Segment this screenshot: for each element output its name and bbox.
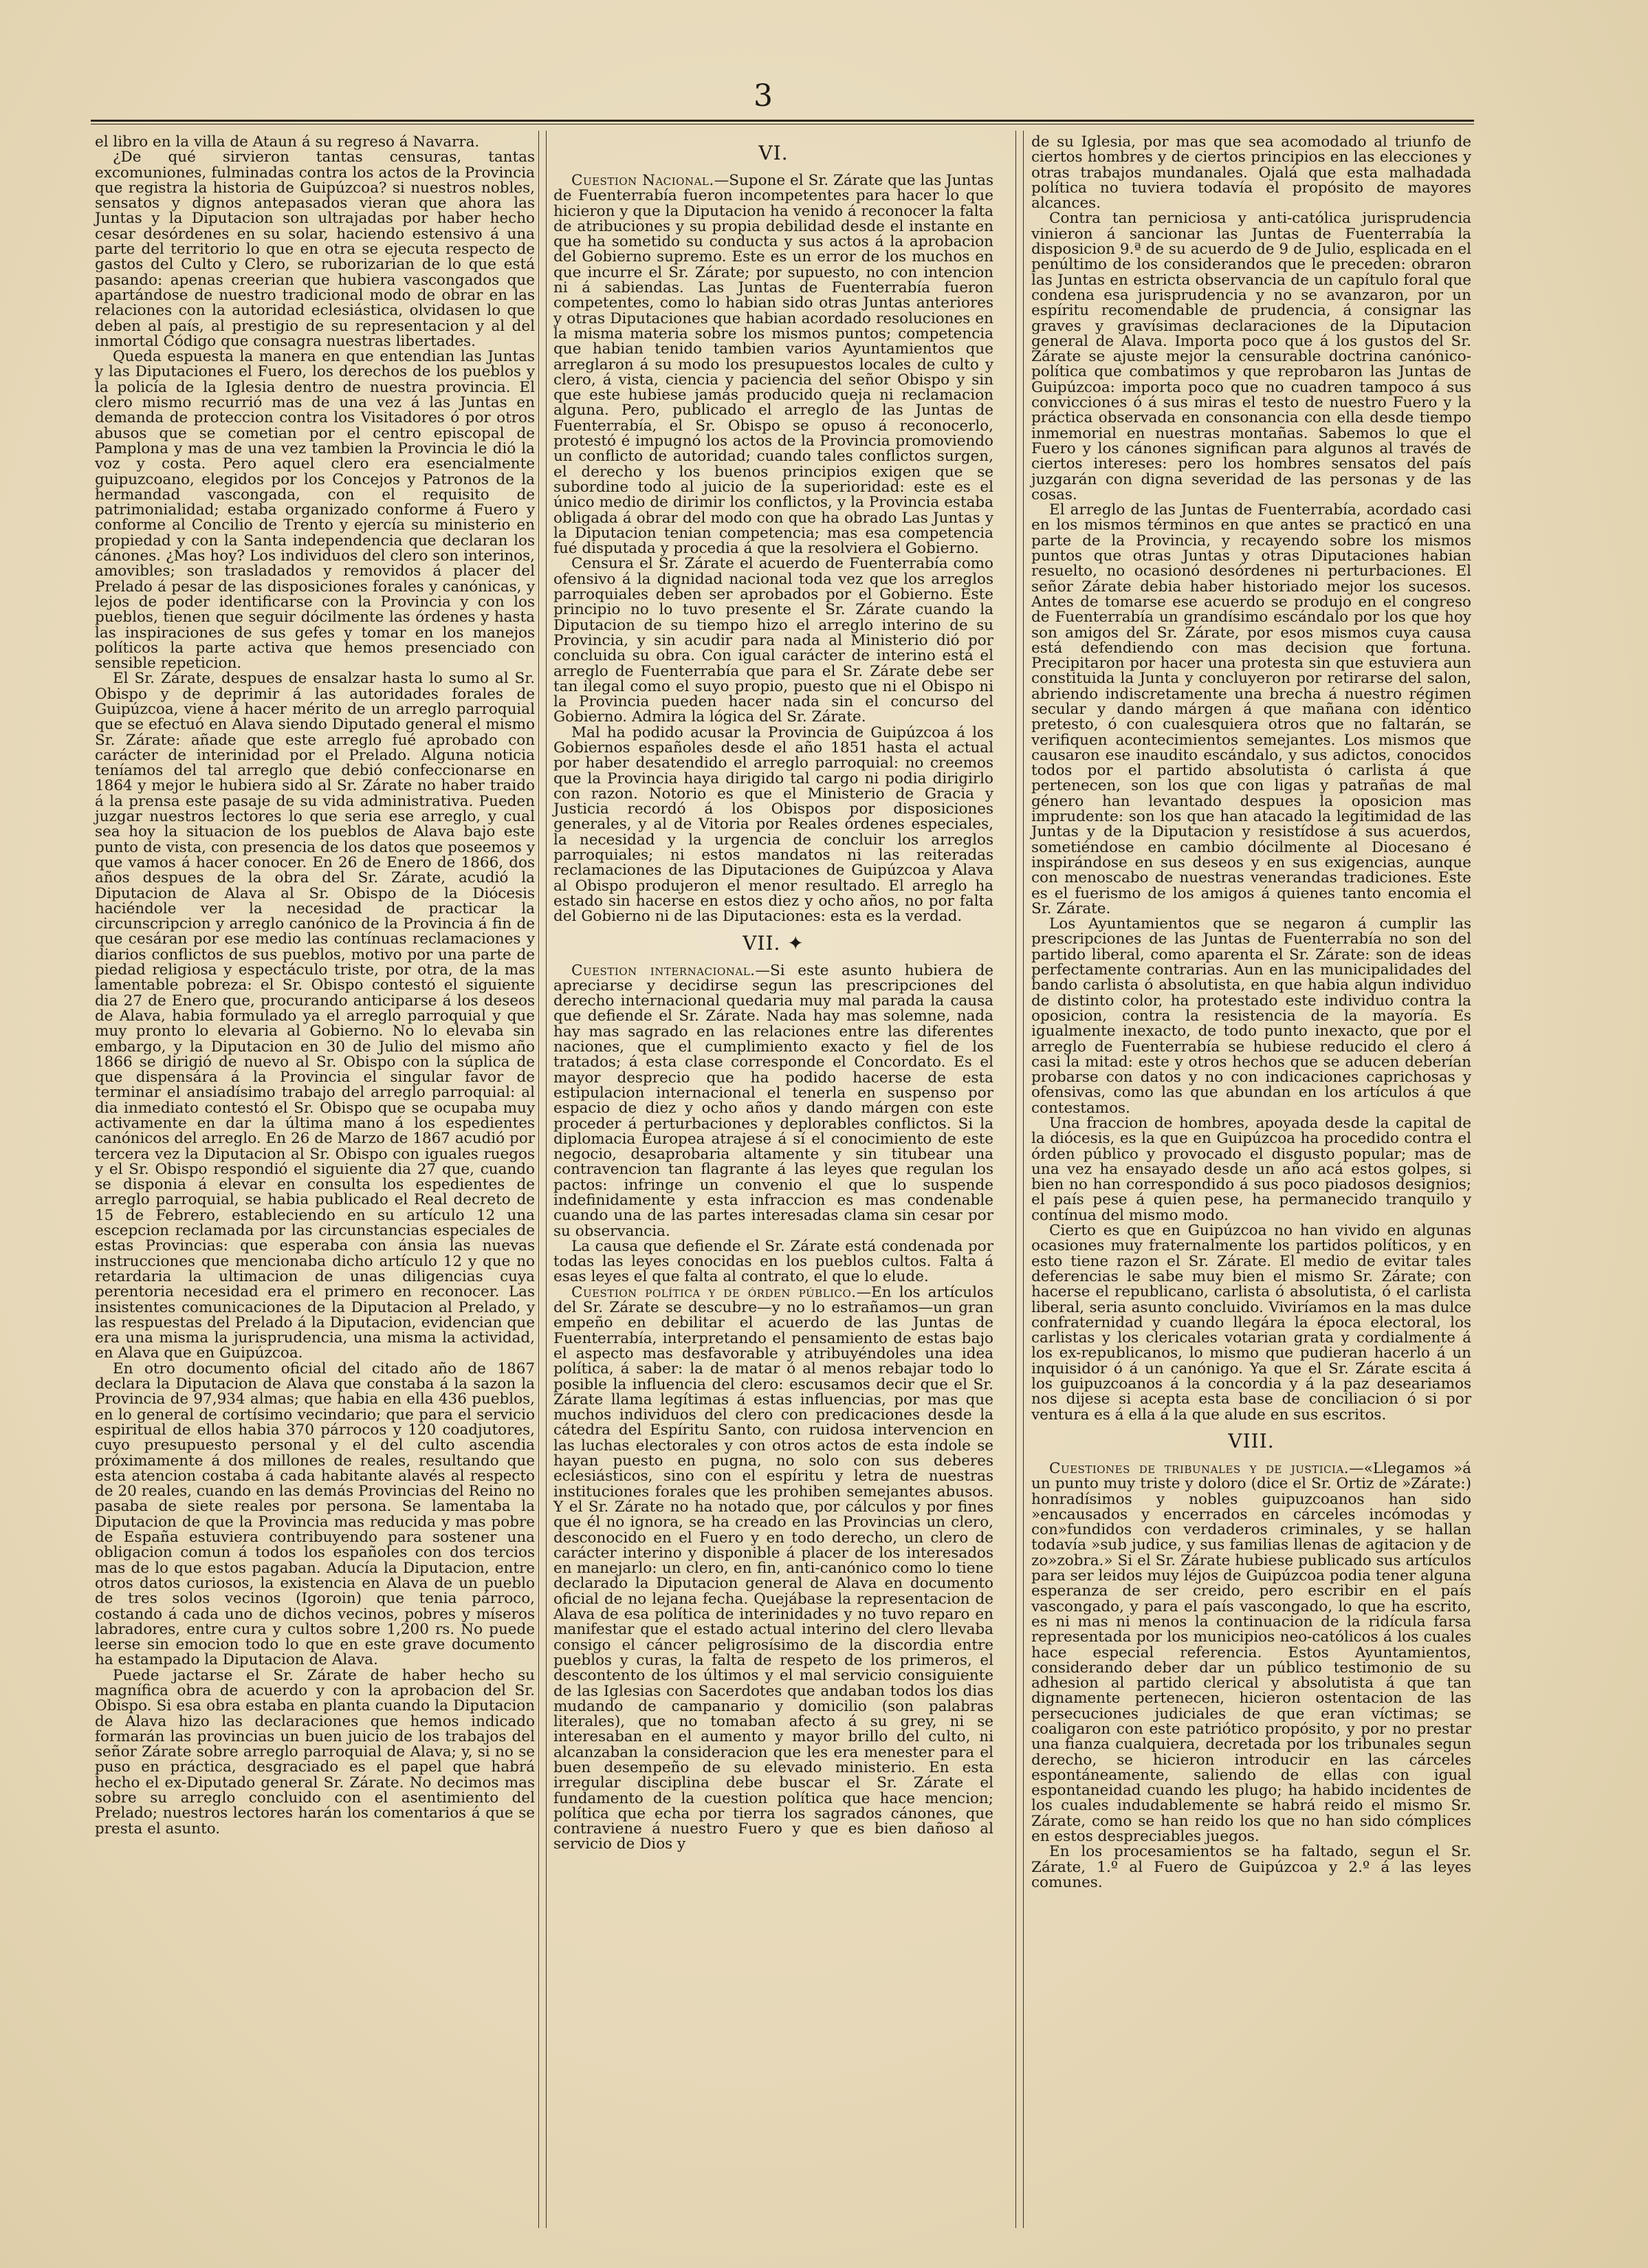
paragraph-text: Queda espuesta la manera en que entendian las Juntas y las Diputaciones el Fuero, los derechos de los pueblos y la policía de la Iglesia dentro de nuestra provincia. El clero mismo recurrió mas de una vez á las Juntas en demanda de proteccion contra los Visitadores ó por otros abusos que se cometian por el centro episcopal de Pamplona y mas de una vez tambien la Provincia le dió la voz y costa. Pero aquel clero era esencialmente guipuzcoano, elegidos por los Concejos y Patronos de la hermandad vascongada, con el requisito de patrimonialidad; estaba organizado conforme á Fuero y conforme al Concilio de Trento y ejercía su ministerio en propiedad y con la Santa independencia que declaran los cánones. ¿Mas hoy? Los individuos del clero son interinos, amovibles; son trasladados y removidos á placer del Prelado á pesar de las disposiciones forales y canónicas, y lejos de poder identificarse con la Provincia y con los pueblos, tienen que seguir dócilmente las órdenes y hasta las inspiraciones de sus gefes y tomar en los manejos políticos la parte activa que hemos presenciado con sensible repeticion. — [95, 348, 535, 673]
column-3 — [1031, 135, 1471, 1890]
paragraph — [553, 963, 993, 1239]
column-separator — [1015, 131, 1024, 2228]
paragraph-text: ¿De qué sirvieron tantas censuras, tantas excomuniones, fulminadas contra los actos de la Provincia que registra la historia de Guipúzcoa? si nuestros nobles, sensatos y dignos antepasados vieran que ahora las Juntas y la Diputacion son ultrajadas por haber hecho cesar desórdenes en su solar, haciendo estensivo á una parte del territorio lo que en otra se ejecuta respecto de gastos del Culto y Clero, se ruborizarian de lo que está pasando: apenas creerian que hubiera vascongados que apartándose de nuestro tradicional modo de obrar en las relaciones con la autoridad eclesiástica, olvidasen lo que deben al país, al prestigio de su representacion y al del inmortal Código que consagra nuestras libertades. — [95, 149, 535, 350]
section-heading: VI. — [758, 142, 789, 164]
paragraph-text: Los Ayuntamientos que se negaron á cumplir las prescripciones de las Juntas de Fuenterrabía no son del partido liberal, como aparenta el Sr. Zárate: son de ideas perfectamente contrarias. Aun en las municipalidades del bando carlista ó absolutista, en que habia algun individuo de distinto color, ha protestado este individuo contra la oposicion, contra la resistencia de la mayoría. Es igualmente inexacto, de todo punto inexacto, que por el arreglo de Fuenterrabía se hubiese reducido el clero á casi la mitad: este y otros hechos que se aducen deberían probarse con datos y no con indicaciones caprichosas y ofensivas, como las que abundan en los artículos á que contestamos. — [1031, 915, 1471, 1117]
paragraph — [95, 135, 535, 150]
paragraph — [1031, 211, 1471, 503]
paragraph-text: el libro en la villa de Ataun á su regreso á Navarra. — [95, 133, 480, 151]
paragraph — [553, 723, 993, 926]
paragraph — [553, 1285, 993, 1853]
paragraph — [1031, 1116, 1471, 1223]
paragraph-lead: Cuestion internacional. — [571, 961, 756, 979]
paragraph-text: —Si este asunto hubiera de apreciarse y decidirse segun las prescripciones del derecho internacional quedaria muy mal parada la causa que defiende el Sr. Zárate. Nada hay mas solemne, nada hay mas sagrado en las relaciones entre las diferentes naciones, que el cumplimiento exacto y fiel de los tratados; á esta clase corresponde el Concordato. Es el mayor desprecio que ha podido hacerse de esta estipulacion internacional el tenerla en suspenso por espacio de diez y ocho años y dando márgen con este proceder á perturbaciones y deplorables conflictos. Si la diplomacia Europea atrajese á sí el conocimiento de este negocio, desaprobaria altamente y sin titubear una contravencion tan flagrante á las leyes que regulan los pactos: infringe un convenio el que lo suspende indefinidamente y esta infraccion es mas condenable cuando una de las partes interesadas clama sin cesar por su observancia. — [553, 961, 993, 1240]
paragraph — [1031, 503, 1471, 917]
paragraph-text: Mal ha podido acusar la Provincia de Guipúzcoa á los Gobiernos españoles desde el año 1851 hasta el actual por haber desatendido el arreglo parroquial: no creemos que la Provincia haya dirigido tal cargo ni podia dirigirlo con razon. Notorio es que el Ministerio de Gracia y Justicia recordó á los Obispos por disposiciones generales, y al de Vitoria por Reales órdenes especiales, la necesidad y la urgencia de concluir los arreglos parroquiales; ni estos mandatos ni las reiteradas reclamaciones de las Diputaciones de Guipúzcoa y Alava al Obispo produjeron el menor resultado. El arreglo ha estado sin hacerse en estos diez y ocho años, no por falta del Gobierno ni de las Diputaciones: esta es la verdad. — [553, 723, 993, 926]
paragraph-lead: Cuestion Nacional. — [571, 172, 714, 189]
paragraph-text: —«Llegamos »á un punto muy triste y doloro (dice el Sr. Ortiz de »Zárate:) honradísimos y nobles guipuzcoanos han sido »encausados y encerrados en cárceles incómodas y con»fundidos con verdaderos criminales, y se hallan todavía »sub judice, y sus familias llenas de agitacion y de zo»zobra.» Si el Sr. Zárate hubiese publicado sus artículos para ser leidos muy léjos de Guipúzcoa podia tener alguna esperanza de ser creido, pero escribir en el país vascongado, y para el país vascongado, lo que ha escrito, es ni mas ni menos la continuacion de la ridícula farsa representada por los municipios neo-católicos á los cuales hace especial referencia. Estos Ayuntamientos, considerando deber dar un público testimonio de su adhesion al partido clerical y absolutista á que tan dignamente pertenecen, hicieron ostentacion de las persecuciones judiciales de que eran víctimas; se coaligaron con este patriótico propósito, y por no prestar una fianza cualquiera, decretada por los tribunales segun derecho, se hicieron introducir en las cárceles espontáneamente, saliendo de ellas con igual espontaneidad cuando les plugo; ha habido incidentes de los cuales indudablemente se habrá reido el mismo Sr. Zárate, como se han reido los que no han sido cómplices en estos despreciables juegos. — [1031, 1459, 1471, 1846]
paragraph-lead: Cuestion política y de órden público. — [571, 1283, 857, 1301]
top-rule — [91, 120, 1474, 124]
paragraph — [95, 349, 535, 671]
paragraph-text: Censura el Sr. Zárate el acuerdo de Fuenterrabía como ofensivo á la dignidad nacional toda vez que los arreglos parroquiales deben ser aprobados por el Gobierno. Este principio no lo tuvo presente el Sr. Zárate cuando la Diputacion de su tiempo hizo el arreglo interino de su Provincia, y sin acudir para nada al Ministerio dió por concluida su obra. Con igual carácter de interino está el arreglo de Fuenterrabía que para el Sr. Zárate debe ser tan ilegal como el suyo propio, puesto que ni el Obispo ni la Provincia pueden hacer nada sin el concurso del Gobierno. Admira la lógica del Sr. Zárate. — [553, 555, 993, 726]
paragraph-text: —En los artículos del Sr. Zárate se descubre—y no lo estrañamos—un gran empeño en debilitar el acuerdo de las Juntas de Fuenterrabía, interpretando el pensamiento de estas bajo el aspecto mas desfavorable y atribuyéndoles una idea política, á saber: la de matar ó al menos rebajar todo lo posible la influencia del clero: escusamos decir que el Sr. Zárate llama legítimas á estas influencias, por mas que muchos individuos del clero con predicaciones desde la cátedra del Espíritu Santo, con ruidosa intervencion en las luchas electorales y con otros actos de esta índole se hayan puesto en pugna, no solo con sus deberes eclesiásticos, sino con el espíritu y letra de nuestras instituciones forales que les prohiben semejantes abusos. Y el Sr. Zárate no ha notado que, por cálculos y por fines que él no ignora, se ha creado en las Provincias un clero, desconocido en el Fuero y en todo derecho, un clero de carácter interino y disponible á placer de los interesados en manejarlo: un clero, en fin, anti-canónico como lo tiene declarado la Diputacion general de Alava en documento oficial de no lejana fecha. Quejábase la representacion de Alava de esa política de interinidades y no tuvo reparo en manifestar que el estado actual interino del clero llevaba consigo el cáncer peligrosísimo de la discordia entre pueblos y curas, la falta de respeto de los primeros, el descontento de los últimos y el mal servicio consiguiente de las Iglesias con Sacerdotes que andaban todos los dias mudando de campanario y domicilio (son palabras literales), que no tomaban afecto á su grey, ni se interesaban en el aumento y mayor brillo del culto, ni alcanzaban la consideracion que les era menester para el buen desempeño de su elevado ministerio. En esta irregular disciplina debe buscar el Sr. Zárate el fundamento de la cuestion política que hace mencion; política que echa por tierra los sagrados cánones, que contraviene á nuestro Fuero y que es bien dañoso al servicio de Dios y — [553, 1283, 994, 1853]
paragraph-text: La causa que defiende el Sr. Zárate está condenada por todas las leyes conocidas en los pueblos cultos. Falta á esas leyes el que falta al contrato, el que lo elude. — [553, 1237, 993, 1286]
column-1 — [95, 135, 535, 1837]
paragraph-text: —Supone el Sr. Zárate que las Juntas de Fuenterrabía fueron incompetentes para hacer lo que hicieron y que la Diputacion ha venido á reconocer la falta de atribuciones y su propia debilidad desde el instante en que ha sometido su conducta y sus actos á la aprobacion del Gobierno supremo. Este es un error de los muchos en que incurre el Sr. Zárate; por supuesto, no con intencion ni á sabiendas. Las Juntas de Fuenterrabía fueron competentes, como lo habian sido otras Juntas anteriores y otras Diputaciones que habian acordado resoluciones en la misma materia sobre los mismos puntos; competencia que habian tenido tambien varios Ayuntamientos que arreglaron á su modo los presupuestos locales de culto y clero, á vista, ciencia y paciencia del señor Obispo y sin que este hubiese jamás producido queja ni reclamacion alguna. Pero, publicado el arreglo de las Juntas de Fuenterrabía, el Sr. Obispo se opuso á reconocerlo, protestó é impugnó los actos de la Provincia promoviendo un conflicto de autoridad; cuando tales conflictos surgen, el derecho y los buenos principios exigen que se subordine todo al juicio de la superioridad: este es el único medio de dirimir los conflictos, y la Provincia estaba obligada á obrar del modo con que ha obrado Las Juntas y la Diputacion tenian competencia; mas esa competencia fué disputada y procedia á que la resolviera el Gobierno. — [553, 172, 993, 558]
paragraph — [553, 1239, 993, 1285]
paragraph — [1031, 1461, 1471, 1844]
paragraph — [1031, 135, 1471, 211]
paragraph — [1031, 1844, 1471, 1890]
paragraph-text: Cierto es que en Guipúzcoa no han vivido en algunas ocasiones muy fraternalmente los partidos políticos, y en esto tiene razon el Sr. Zárate. El medio de evitar tales deferencias le sabe muy bien el mismo Sr. Zárate; con hacerse el republicano, carlista ó absolutista, ó el carlista liberal, seria asunto concluido. Viviríamos en la mas dulce confraternidad y cuando llegára la época electoral, los carlistas y los clericales votarian grata y cordialmente á los ex-republicanos, lo mismo que pudieran hacerlo á un inquisidor ó á un canónigo. Ya que el Sr. Zárate escita á los guipuzcoanos á la concordia y á la paz deseariamos nos dijese si acepta esta base de conciliacion ó si por ventura es á ella á la que alude en sus escritos. — [1031, 1222, 1471, 1424]
paragraph-text: Contra tan perniciosa y anti-católica jurisprudencia vinieron á sancionar las Juntas de Fuenterrabía la disposicion 9.ª de su acuerdo de 9 de Julio, esplicada en el penúltimo de los considerandos que le preceden: obraron las Juntas en estricta observancia de un capítulo foral que condena esa jurisprudencia y no se avanzaron, por un espíritu recomendable de prudencia, á consignar las graves y gravísimas declaraciones de la Diputacion general de Alava. Importa poco que á los gustos del Sr. Zárate se ajuste mejor la censurable doctrina canónico-política que combatimos y que reprobaron las Juntas de Guipúzcoa: importa poco que no cuadren tampoco á sus convicciones ó á sus miras el testo de nuestro Fuero y la práctica observada en consonancia con ella desde tiempo inmemorial en nuestras montañas. Sabemos lo que el Fuero y los cánones significan para algunos al través de ciertos intereses: pero los hombres sensatos del país juzgarán con digna severidad de las personas y de las cosas. — [1031, 210, 1471, 503]
column-2 — [553, 135, 993, 1853]
paragraph — [1031, 1223, 1471, 1423]
column-separator — [538, 131, 547, 2228]
paragraph-text: El arreglo de las Juntas de Fuenterrabía, acordado casi en los mismos términos en que antes se practicó en una parte de la Provincia, y recayendo sobre los mismos puntos que otras Juntas y otras Diputaciones habian resuelto, no ocasionó desórdenes ni perturbaciones. El señor Zárate debia haber historiado mejor los sucesos. Antes de tomarse ese acuerdo se produjo en el congreso de Fuenterrabía un grandísimo escándalo por los que hoy son amigos del Sr. Zárate, por esos mismos cuya causa está defendiendo con mas decision que fortuna. Precipitaron por hacer una protesta sin que estuviera aun constituida la Junta y concluyeron por retirarse del salon, abriendo indiscretamente una brecha á nuestro régimen secular y dando márgen á que mañana con idéntico pretesto, ó con cualesquiera otros que no faltarán, se verifiquen acontecimientos semejantes. Los mismos que causaron ese inaudito escándalo, y sus adictos, conocidos todos por el partido absolutista ó carlista á que pertenecen, son los que con ligas y patrañas de mal género han levantado despues la oposicion mas imprudente: son los que han atacado la legitimidad de las Juntas y de la Diputacion y resistídose á sus acuerdos, sometiéndose en cambio dócilmente al Diocesano é inspirándose en sus deseos y en sus exigencias, aunque con menoscabo de nuestras venerandas tradiciones. Este es el fuerismo de los amigos á quienes tanto encomia el Sr. Zárate. — [1031, 501, 1471, 917]
paragraph — [1031, 917, 1471, 1116]
paragraph — [95, 1668, 535, 1837]
page-number: 3 — [754, 78, 773, 113]
paragraph-text: Puede jactarse el Sr. Zárate de haber hecho su magnífica obra de acuerdo y con la aprobacion del Sr. Obispo. Si esa obra estaba en planta cuando la Diputacion de Alava hizo las declaraciones que hemos indicado formarán las provincias un buen juicio de los trabajos del señor Zárate sobre arreglo parroquial de Alava; y, si no se puso en práctica, desgraciado es el papel que habrá hecho el ex-Diputado general Sr. Zárate. No decimos mas sobre su arreglo concluido con el asentimiento del Prelado; nuestros lectores harán los comentarios á que se presta el asunto. — [95, 1666, 535, 1838]
paragraph — [95, 671, 535, 1361]
paragraph — [553, 556, 993, 725]
paragraph-text: El Sr. Zárate, despues de ensalzar hasta lo sumo al Sr. Obispo y de deprimir á las autoridades forales de Guipúzcoa, viene á hacer mérito de un arreglo parroquial que se efectuó en Alava siendo Diputado general el mismo Sr. Zárate: añade que este arreglo fué aprobado con carácter de interinidad por el Prelado. Alguna noticia teníamos del tal arreglo que debió confeccionarse en 1864 y mejor le hubiera sido al Sr. Zárate no haber traido á la prensa este pasaje de su vida administrativa. Pueden juzgar nuestros lectores lo que seria ese arreglo, y cual sea hoy la situacion de los pueblos de Alava bajo este punto de vista, con presencia de los datos que poseemos y que vamos á hacer conocer. En 26 de Enero de 1866, dos años despues de la obra del Sr. Zárate, acudió la Diputacion de Alava al Sr. Obispo de la Diócesis haciéndole ver la necesidad de practicar la circunscripcion y arreglo canónico de la Provincia á fin de que cesáran por ese medio las contínuas reclamaciones y diarios conflictos de sus pueblos, motivo por una parte de piedad religiosa y espectáculo triste, por otra, de la mas lamentable pobreza: el Sr. Obispo contestó el siguiente dia 27 de Enero que, procurando anticiparse á los deseos de Alava, habia formulado ya el arreglo parroquial y que muy pronto lo elevaria al Gobierno. No lo elevaba sin embargo, y la Diputacion en 30 de Julio del mismo año 1866 se dirigió de nuevo al Sr. Obispo con la súplica de que dispensára á la Provincia el singular favor de terminar el ansiadísimo trabajo del arreglo parroquial: al dia inmediato contestó el Sr. Obispo que se ocupaba muy activamente en dar la última mano á los espedientes canónicos del arreglo. En 26 de Marzo de 1867 acudió por tercera vez la Diputacion al Sr. Obispo con iguales ruegos y el Sr. Obispo respondió el siguiente dia 27 que, cuando se disponia á elevar en consulta los espedientes de arreglo parroquial, se habia publicado el Real decreto de 15 de Febrero, estableciendo en su artículo 12 una escepcion reclamada por las circunstancias especiales de estas Provincias: que esperaba con ánsia las nuevas instrucciones que mencionaba dicho artículo 12 y que no retardaria la ultimacion de unas diligencias cuya perentoria necesidad era el primero en reconocer. Las insistentes comunicaciones de la Diputacion al Prelado, y las respuestas del Prelado á la Diputacion, evidencian que era una misma la jurisprudencia, una misma la actividad, en Alava que en Guipúzcoa. — [95, 670, 535, 1362]
section-heading: VIII. — [1228, 1429, 1275, 1452]
section-heading: VII. ✦ — [743, 931, 804, 955]
paragraph-text: Una fraccion de hombres, apoyada desde la capital de la diócesis, es la que en Guipúzcoa ha procedido contra el órden público y provocado el disgusto popular; mas de una vez ha ensayado desde un año acá estos golpes, si bien no han correspondido á sus poco piadosos designios; el país pese á quien pese, ha permanecido tranquilo y contínua del mismo modo. — [1031, 1115, 1471, 1224]
paragraph-text: En los procesamientos se ha faltado, segun el Sr. Zárate, 1.º al Fuero de Guipúzcoa y 2.º á las leyes comunes. — [1031, 1843, 1471, 1891]
paragraph — [553, 173, 993, 556]
paragraph-lead: Cuestiones de tribunales y de justicia. — [1049, 1459, 1350, 1477]
paragraph — [95, 1362, 535, 1668]
paragraph-text: En otro documento oficial del citado año de 1867 declara la Diputacion de Alava que constaba á la sazon la Provincia de 97,934 almas; que habia en ella 436 pueblos, en lo general de cortísimo vecindario; que para el servicio espiritual de ellos habia 370 párrocos y 120 coadjutores, cuyo presupuesto personal y el del culto ascendia próximamente á dos millones de reales, resultando que esta atencion costaba á cada habitante alavés al respecto de 20 reales, cuando en las demás Provincias del Reino no pasaba de siete reales por persona. Se lamentaba la Diputacion de que la Provincia mas reducida y mas pobre de España estuviera contribuyendo para sostener una obligacion comun á todos los españoles con dos tercios mas de lo que estos pagaban. Aducía la Diputacion, entre otros datos curiosos, la existencia en Alava de un pueblo de tres solos vecinos (Igoroin) que tenia párroco, costando á cada uno de dichos vecinos, pobres y míseros labradores, entre cura y cultos sobre 1,200 rs. No puede leerse sin emocion todo lo que en este grave documento ha estampado la Diputacion de Alava. — [95, 1360, 535, 1669]
paragraph — [95, 150, 535, 349]
paragraph-text: de su Iglesia, por mas que sea acomodado al triunfo de ciertos hombres y de ciertos principios en las elecciones y otras trabajos mundanales. Ojalá que esta malhadada política no tuviera todavía el propósito de mayores alcances. — [1031, 133, 1471, 212]
